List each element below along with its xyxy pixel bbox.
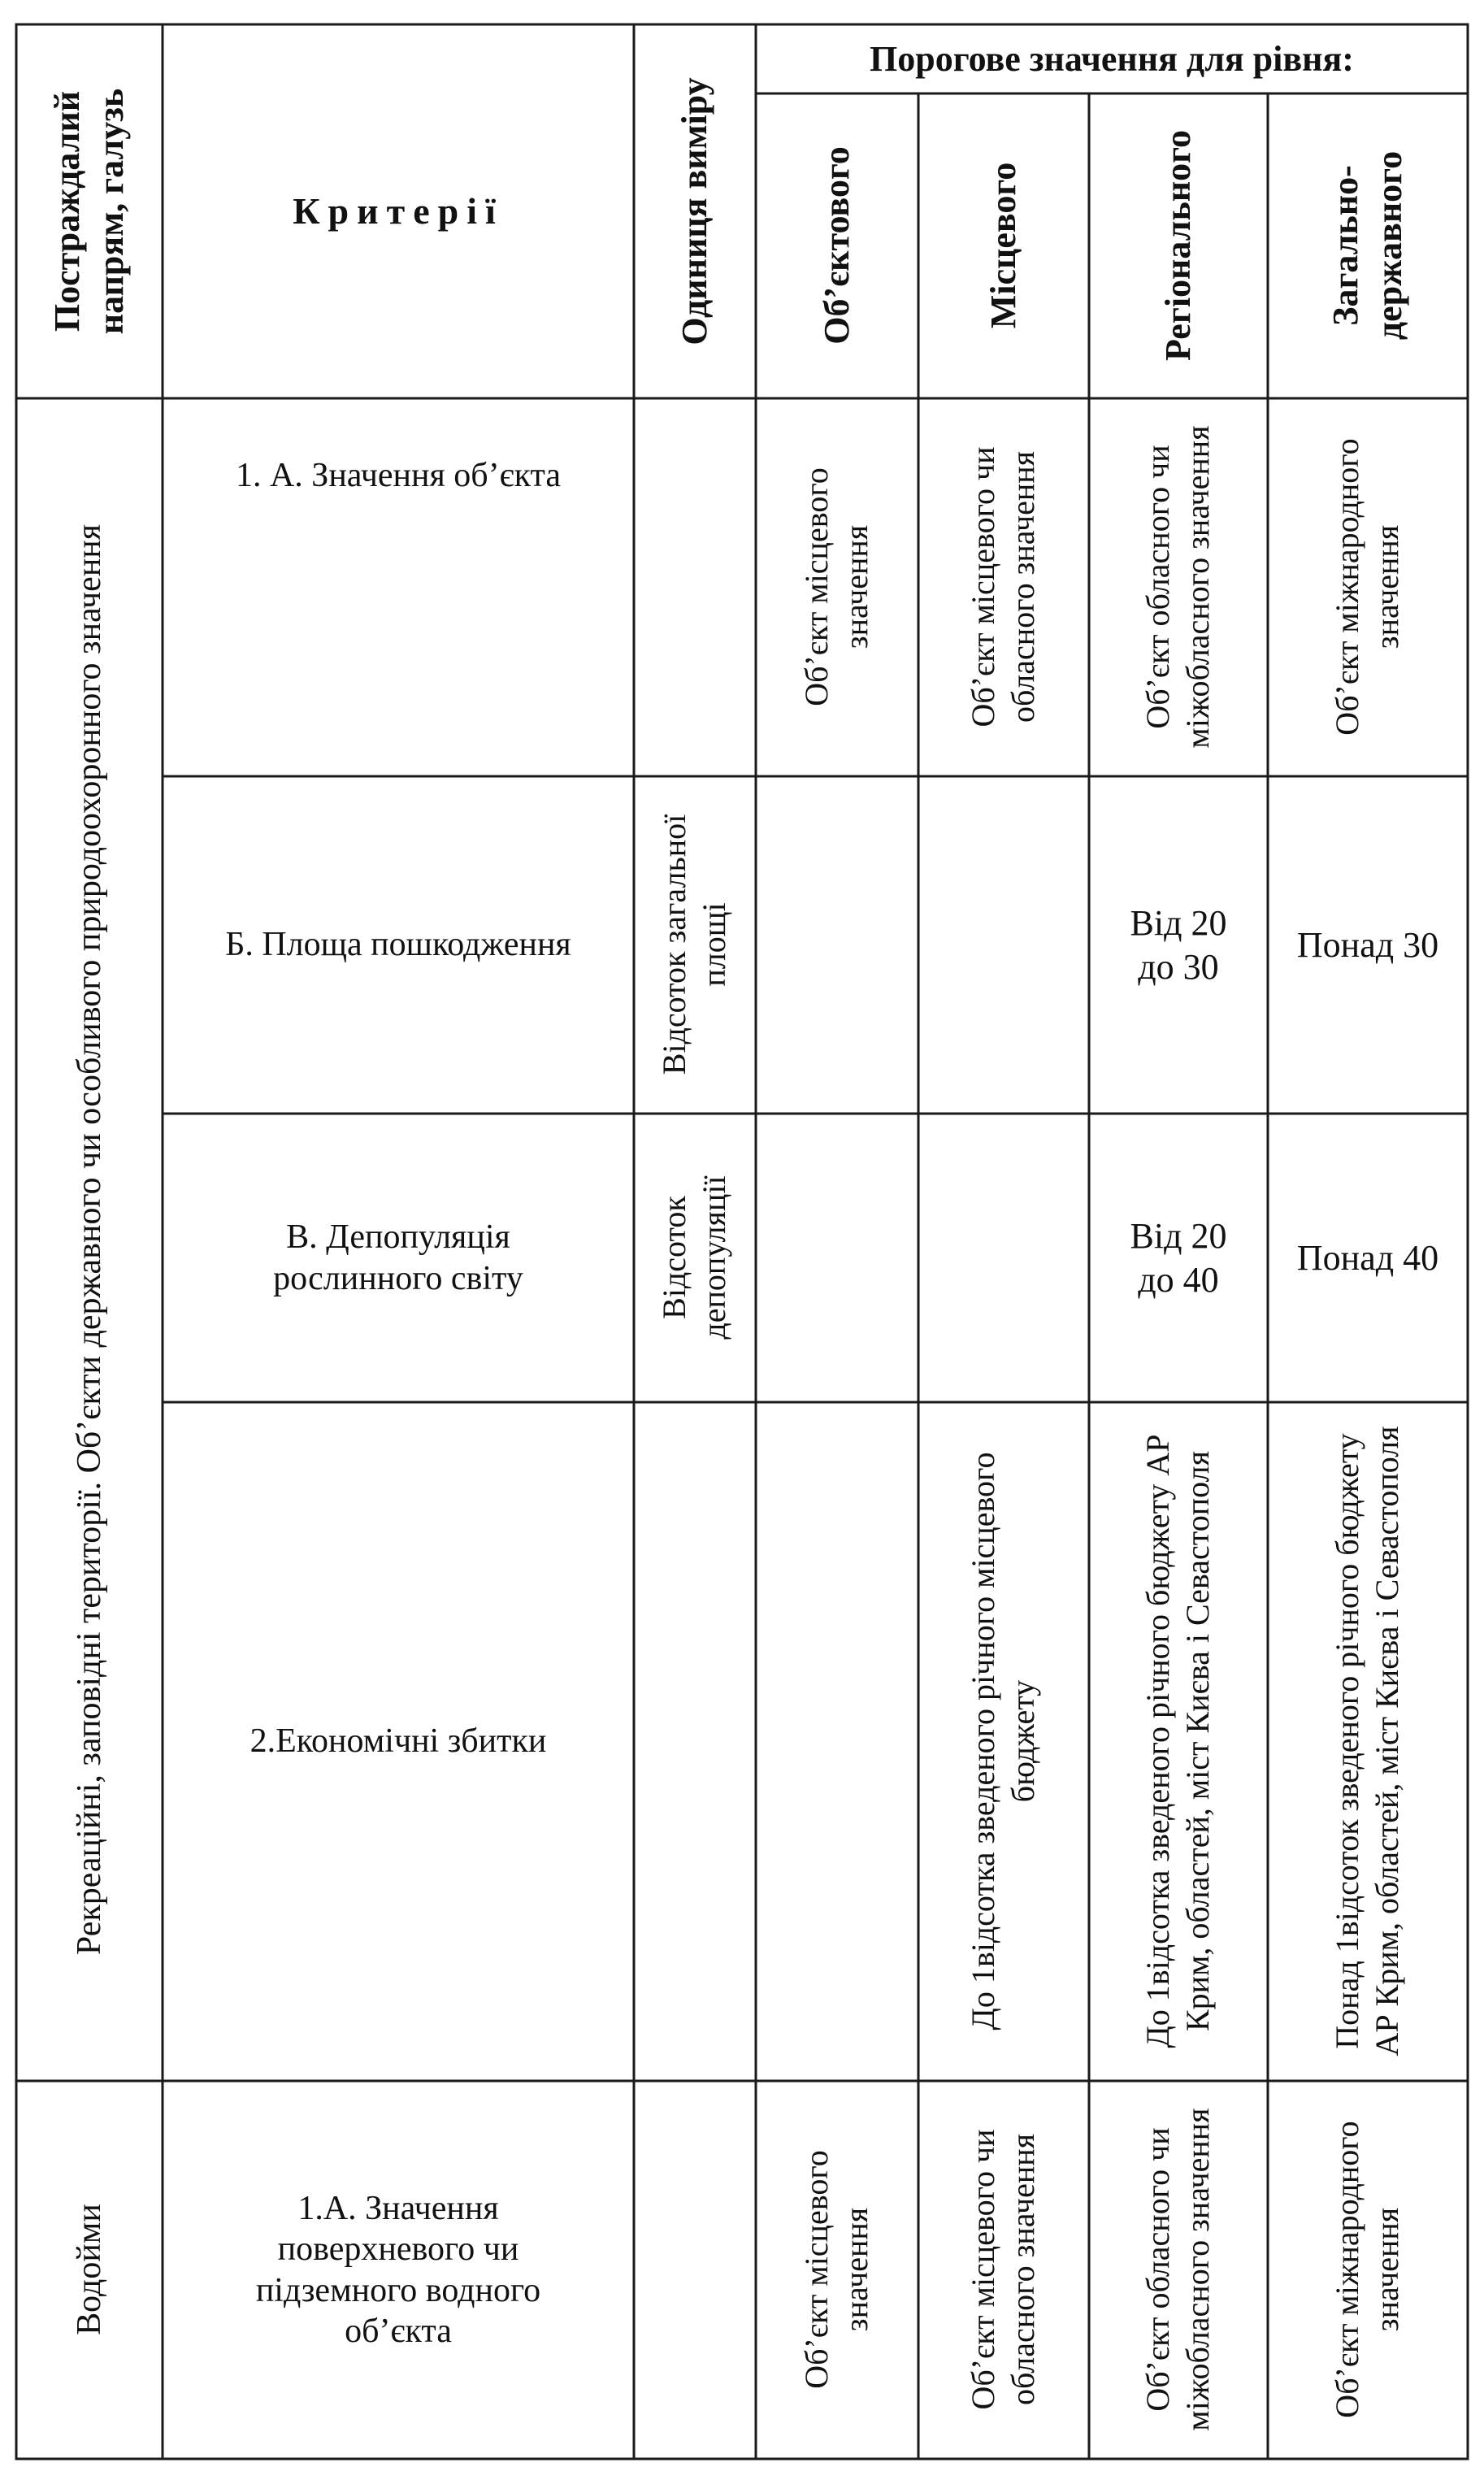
cell-object-value-local	[918, 398, 1089, 776]
value-text: Об’єкт місцевого чи обласного значення	[965, 2129, 1041, 2410]
cell-water-objective	[756, 2081, 918, 2459]
header-level-regional: Регіонального	[1158, 130, 1199, 361]
cell-object-value-state	[1268, 398, 1468, 776]
cell-water-local	[918, 2081, 1089, 2459]
header-level-regional-cell	[1089, 93, 1268, 398]
criterion-text: Б. Площа пошкодження	[225, 926, 571, 964]
header-unit-cell	[634, 24, 756, 398]
header-level-objective: Об’єктового	[817, 146, 857, 345]
group-recreation-cell	[16, 398, 163, 2081]
cell-economic-local	[918, 1402, 1089, 2081]
cell-damage-area-state: Понад 30	[1296, 924, 1439, 965]
criterion-text: В. Депопуляція рослинного світу	[273, 1218, 523, 1297]
unit-text: Відсоток загальної площі	[656, 814, 732, 1075]
table-row-depopulation-criterion	[163, 1114, 634, 1402]
value-text: Об’єкт міжнародного значення	[1329, 2121, 1405, 2418]
cell-damage-area-objective	[756, 776, 918, 1114]
header-criteria: Критерії	[293, 189, 504, 232]
table-row-water-criterion	[163, 2081, 634, 2459]
group-water-name: Водойми	[70, 2204, 108, 2335]
value-text: Об’єкт міжнародного значення	[1329, 438, 1405, 736]
header-threshold-cell	[756, 24, 1468, 93]
header-level-state: Загально-державного	[1326, 150, 1409, 341]
criterion-text: 2.Економічні збитки	[250, 1722, 547, 1761]
header-affected: Постраждалий напрям, галузь	[47, 88, 131, 335]
value-text: Об’єкт місцевого значення	[798, 467, 874, 706]
header-level-local: Місцевого	[983, 162, 1024, 329]
header-level-objective-cell	[756, 93, 918, 398]
cell-damage-area-local	[918, 776, 1089, 1114]
header-threshold: Порогове значення для рівня:	[870, 38, 1354, 79]
cell-object-value-regional	[1089, 398, 1268, 776]
value-text: До 1відсотка зведеного річного місцевого бюджету	[965, 1452, 1041, 2030]
table-row-economic-criterion	[163, 1402, 634, 2081]
cell-damage-area-unit	[634, 776, 756, 1114]
group-water-cell	[16, 2081, 163, 2459]
criterion-text: 1. А. Значення об’єкта	[235, 457, 562, 494]
cell-depopulation-unit	[634, 1114, 756, 1402]
cell-depopulation-regional	[1089, 1114, 1268, 1402]
table-row-object-value-criterion	[163, 398, 634, 776]
unit-text: Відсоток депопуляції	[656, 1175, 732, 1340]
header-unit: Одиниця виміру	[675, 77, 715, 345]
cell-depopulation-objective	[756, 1114, 918, 1402]
header-level-state-cell	[1268, 93, 1468, 398]
header-affected-cell	[16, 24, 163, 398]
criterion-text: 1.А. Значення поверхневого чи підземного водного об’єкта	[255, 2189, 541, 2350]
header-criteria-cell	[163, 24, 634, 398]
value-text: Об’єкт місцевого значення	[798, 2150, 874, 2389]
value-text: Об’єкт обласного чи міжобласного значення	[1139, 2108, 1216, 2431]
value-text: До 1відсотка зведеного річного бюджету АР Крим, областей, міст Києва і Севастополя	[1139, 1434, 1216, 2048]
cell-water-regional	[1089, 2081, 1268, 2459]
value-text: Від 20 до 30	[1130, 902, 1227, 987]
value-text: Об’єкт обласного чи міжобласного значення	[1139, 425, 1216, 749]
group-recreation-name: Рекреаційні, заповідні території. Об’єкти державного чи особливого природоохоронного значення	[70, 523, 108, 1956]
cell-object-value-objective	[756, 398, 918, 776]
cell-economic-regional	[1089, 1402, 1268, 2081]
cell-depopulation-state: Понад 40	[1296, 1237, 1439, 1278]
cell-damage-area-regional	[1089, 776, 1268, 1114]
cell-water-state	[1268, 2081, 1468, 2459]
header-level-local-cell	[918, 93, 1089, 398]
table-row-damage-area-criterion	[163, 776, 634, 1114]
value-text: Від 20 до 40	[1130, 1215, 1227, 1300]
cell-depopulation-local	[918, 1114, 1089, 1402]
cell-economic-objective	[756, 1402, 918, 2081]
cell-economic-state	[1268, 1402, 1468, 2081]
value-text: Об’єкт місцевого чи обласного значення	[965, 446, 1041, 727]
value-text: Понад 1відсоток зведеного річного бюджету АР Крим, областей, міст Києва і Севастополя	[1329, 1426, 1405, 2057]
